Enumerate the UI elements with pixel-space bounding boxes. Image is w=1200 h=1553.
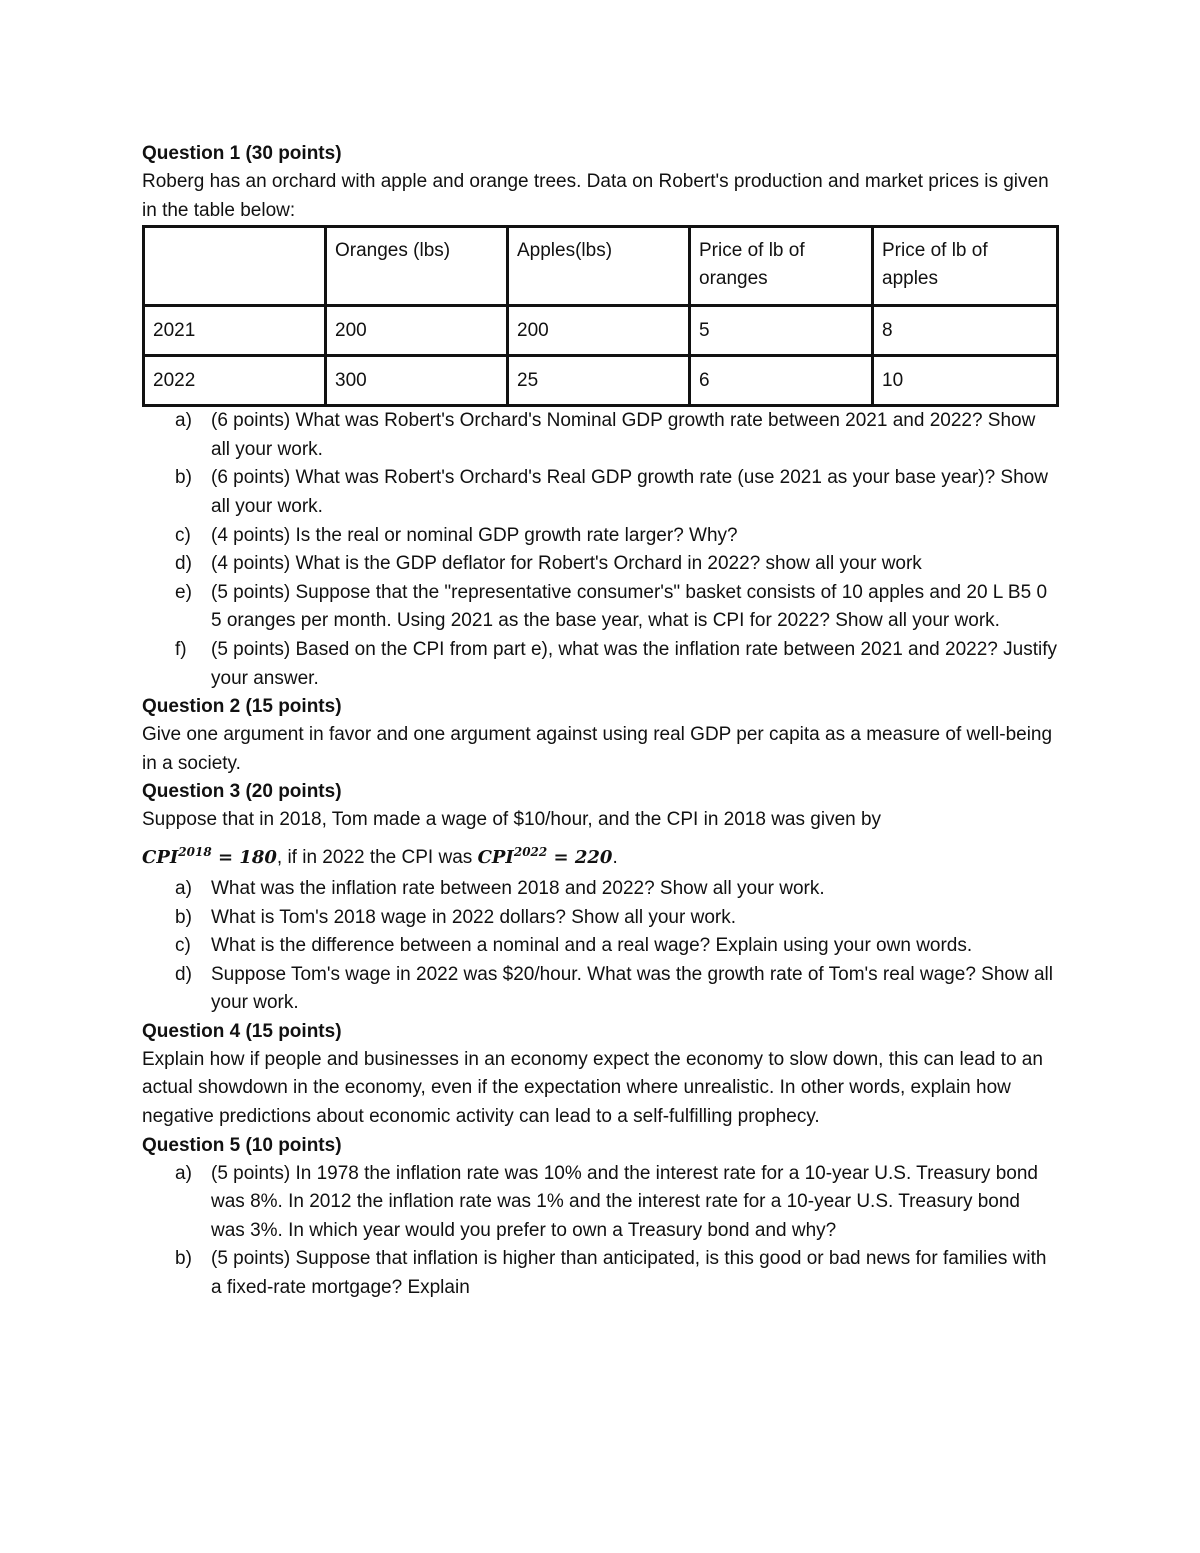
question-4-body: Explain how if people and businesses in an economy expect the economy to slow down, this can lead to an actual showdown in the economy, even if the expectation where unrealistic. In other words, explain how negative predictions about economic activity can lead to a self-fulfilling prophecy. xyxy=(142,1048,1043,1128)
item-marker: a) xyxy=(175,410,192,432)
cpi-end-text: . xyxy=(612,846,618,868)
question-1-intro: Roberg has an orchard with apple and orange trees. Data on Robert's production and market prices is given in the table below: xyxy=(142,171,1049,221)
table-header-cell: Apples(lbs) xyxy=(508,227,690,306)
item-text: What is Tom's 2018 wage in 2022 dollars? Show all your work. xyxy=(211,906,736,928)
cpi-year-superscript: 2022 xyxy=(513,844,548,859)
table-header-cell xyxy=(144,227,326,306)
list-item xyxy=(142,1160,1057,1246)
list-item xyxy=(142,875,1057,904)
list-item xyxy=(142,522,1057,551)
cpi-year-superscript: 2018 xyxy=(178,844,212,859)
table-cell: 6 xyxy=(690,356,873,406)
item-text: (6 points) What was Robert's Orchard's Nominal GDP growth rate between 2021 and 2022? Show all your work. xyxy=(211,410,1036,460)
table-cell: 8 xyxy=(873,306,1058,356)
item-text: What was the inflation rate between 2018 and 2022? Show all your work. xyxy=(211,877,825,899)
cpi-value: = 220 xyxy=(547,846,613,868)
question-2-body: Give one argument in favor and one argument against using real GDP per capita as a measure of well-being in a society. xyxy=(142,724,1053,774)
list-item xyxy=(142,407,1057,464)
item-text: (5 points) Suppose that inflation is higher than anticipated, is this good or bad news for families with a fixed-rate mortgage? Explain xyxy=(211,1248,1047,1299)
table-header-cell: Price of lb of apples xyxy=(873,227,1058,306)
question-5-title: Question 5 (10 points) xyxy=(142,1134,342,1156)
table-cell: 200 xyxy=(508,306,690,356)
question-2-title: Question 2 (15 points) xyxy=(142,696,342,718)
table-header-cell: Oranges (lbs) xyxy=(326,227,508,306)
table-cell: 2021 xyxy=(144,306,326,356)
exam-page xyxy=(142,140,1057,1303)
list-item xyxy=(142,904,1057,933)
item-marker: b) xyxy=(175,1248,192,1270)
table-cell: 10 xyxy=(873,356,1058,406)
table-row xyxy=(144,356,1058,406)
cpi-value: = 180 xyxy=(211,846,277,868)
list-item xyxy=(142,464,1057,521)
question-1-title: Question 1 (30 points) xyxy=(142,143,342,164)
item-marker: c) xyxy=(175,524,191,546)
list-item xyxy=(142,636,1057,693)
question-3-cpi-line xyxy=(142,835,1057,875)
cpi-mid-text: , if in 2022 the CPI was xyxy=(276,846,478,868)
item-marker: d) xyxy=(175,553,192,575)
table-cell: 2022 xyxy=(144,356,326,406)
question-3-intro: Suppose that in 2018, Tom made a wage of $10/hour, and the CPI in 2018 was given by xyxy=(142,809,882,831)
table-cell: 300 xyxy=(326,356,508,406)
table-header-cell: Price of lb of oranges xyxy=(690,227,873,306)
list-item xyxy=(142,932,1057,961)
item-text: (4 points) Is the real or nominal GDP growth rate larger? Why? xyxy=(211,524,738,546)
cpi-2022-formula xyxy=(477,844,613,868)
item-text: (6 points) What was Robert's Orchard's Real GDP growth rate (use 2021 as your base year)? Show all your work. xyxy=(211,467,1048,517)
item-marker: a) xyxy=(175,877,192,899)
item-marker: b) xyxy=(175,906,192,928)
item-text: (4 points) What is the GDP deflator for Robert's Orchard in 2022? show all your work xyxy=(211,553,922,575)
question-5-items xyxy=(142,1160,1057,1303)
table-row xyxy=(144,306,1058,356)
item-text: (5 points) Based on the CPI from part e), what was the inflation rate between 2021 and 2022? Justify your answer. xyxy=(211,638,1057,689)
question-3-title: Question 3 (20 points) xyxy=(142,781,342,803)
item-marker: d) xyxy=(175,963,192,985)
table-header-row xyxy=(144,227,1058,306)
list-item xyxy=(142,550,1057,579)
item-text: (5 points) Suppose that the "representative consumer's" basket consists of 10 apples and 20 L B5 0 5 oranges per month. Using 2021 as the base year, what is CPI for 2022? Show all your work. xyxy=(211,581,1048,632)
item-text: (5 points) In 1978 the inflation rate was 10% and the interest rate for a 10-year U.S. Treasury bond was 8%. In 2012 the inflation rate was 1% and the interest rate for a 10-year U.S. Treasury bond was 3%. In which year would you prefer to own a Treasury bond and why? xyxy=(211,1162,1038,1241)
cpi-symbol: CPI xyxy=(477,846,514,868)
item-marker: a) xyxy=(175,1162,192,1184)
item-text: Suppose Tom's wage in 2022 was $20/hour. What was the growth rate of Tom's real wage? Show all your work. xyxy=(211,963,1053,1014)
table-cell: 25 xyxy=(508,356,690,406)
question-3-items xyxy=(142,875,1057,1018)
list-item xyxy=(142,961,1057,1018)
production-table xyxy=(142,225,1059,407)
table-cell: 200 xyxy=(326,306,508,356)
list-item xyxy=(142,1245,1057,1302)
table-cell: 5 xyxy=(690,306,873,356)
list-item xyxy=(142,579,1057,636)
item-marker: f) xyxy=(175,638,187,660)
cpi-symbol: CPI xyxy=(142,846,179,868)
question-4-title: Question 4 (15 points) xyxy=(142,1020,342,1042)
item-marker: e) xyxy=(175,581,192,603)
item-marker: b) xyxy=(175,467,192,489)
item-marker: c) xyxy=(175,935,191,957)
question-1-items xyxy=(142,407,1057,693)
cpi-2018-formula xyxy=(142,844,277,868)
item-text: What is the difference between a nominal and a real wage? Explain using your own words. xyxy=(211,935,973,957)
